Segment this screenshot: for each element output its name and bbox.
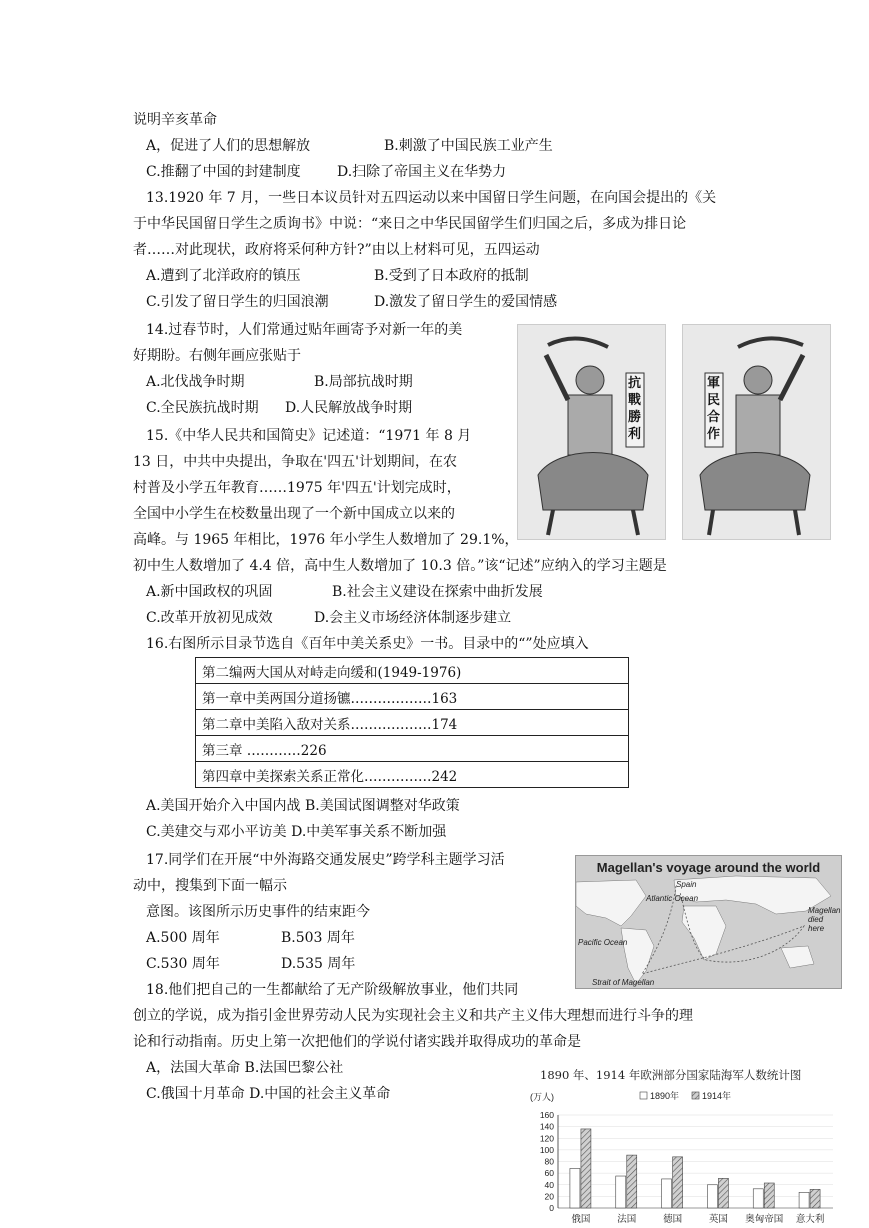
world-map-icon [576, 856, 841, 988]
option-b: B.受到了日本政府的抵制 [374, 268, 529, 284]
category-label: 奥匈帝国 [745, 1214, 784, 1225]
map-label-pacific: Pacific Ocean [578, 938, 628, 947]
question-14-stem: 好期盼。右侧年画应张贴于 [133, 348, 301, 364]
map-label-atlantic: Atlantic Ocean [646, 894, 699, 903]
options-ab: A.美国开始介入中国内战 B.美国试图调整对华政策 [146, 798, 460, 814]
toc-row: 第一章中美两国分道扬镳………………163 [196, 684, 629, 710]
option-b: B.503 周年 [281, 930, 355, 946]
option-b: B.局部抗战时期 [314, 374, 413, 390]
warrior-illustration-icon [683, 325, 830, 539]
bar-1890年 [707, 1185, 717, 1208]
bar-1914年 [718, 1178, 728, 1208]
option-a: A.500 周年 [146, 930, 220, 946]
legend-swatch [640, 1092, 647, 1099]
bar-1914年 [627, 1155, 637, 1208]
text-line: 说明辛亥革命 [133, 112, 217, 128]
question-15-stem: 15.《中华人民共和国简史》记述道：“1971 年 8 月 [146, 428, 472, 444]
question-15-stem: 村普及小学五年教育……1975 年'四五'计划完成时， [133, 480, 461, 496]
question-17-stem: 意图。该图所示历史事件的结束距今 [146, 904, 370, 920]
bar-1914年 [673, 1157, 683, 1208]
question-17-stem: 动中，搜集到下面一幅示 [133, 878, 287, 894]
option-c: C.全民族抗战时期 [146, 400, 259, 416]
poster-caption: 抗戰勝利 [628, 376, 642, 442]
question-18-stem: 18.他们把自己的一生都献给了无产阶级解放事业，他们共同 [146, 982, 519, 998]
option-a: A.新中国政权的巩固 [146, 584, 273, 600]
option-d: D.人民解放战争时期 [285, 400, 413, 416]
category-label: 俄国 [571, 1214, 591, 1225]
y-tick-label: 20 [544, 1191, 554, 1202]
legend-swatch [692, 1092, 699, 1099]
toc-row: 第二编两大国从对峙走向缓和(1949-1976) [196, 658, 629, 684]
y-axis-unit: (万人) [530, 1092, 554, 1102]
question-15-stem: 13 日，中共中央提出，争取在'四五'计划期间，在农 [133, 454, 457, 470]
bar-1914年 [581, 1129, 591, 1208]
option-c: C.改革开放初见成效 [146, 610, 273, 626]
option-a: A，促进了人们的思想解放 [146, 138, 311, 154]
option-b: B.社会主义建设在探索中曲折发展 [332, 584, 543, 600]
map-title: Magellan's voyage around the world [596, 860, 821, 875]
question-17-stem: 17.同学们在开展“中外海路交通发展史”跨学科主题学习活 [146, 852, 505, 868]
options-cd: C.美建交与邓小平访美 D.中美军事关系不断加强 [146, 824, 447, 840]
new-year-poster-right [682, 324, 831, 540]
y-tick-label: 160 [539, 1110, 554, 1120]
category-label: 英国 [708, 1214, 728, 1225]
y-tick-label: 140 [539, 1121, 554, 1132]
option-d: D.扫除了帝国主义在华势力 [337, 164, 507, 180]
question-15-stem: 高峰。与 1965 年相比，1976 年小学生人数增加了 29.1%， [133, 532, 519, 548]
y-tick-label: 120 [539, 1133, 554, 1144]
question-18-stem: 创立的学说，成为指引金世界劳动人民为实现社会主义和共产主义伟大理想而进行斗争的理 [133, 1008, 693, 1024]
question-15-stem: 全国中小学生在校数量出现了一个新中国成立以来的 [133, 506, 455, 522]
category-label: 法国 [617, 1214, 637, 1225]
question-15-stem: 初中生人数增加了 4.4 倍，高中生人数增加了 10.3 倍。”该“记述”应纳入的学习主题是 [133, 558, 667, 574]
category-label: 德国 [663, 1214, 683, 1225]
y-tick-label: 80 [544, 1156, 554, 1167]
warrior-illustration-icon [518, 325, 665, 539]
new-year-poster-left [517, 324, 666, 540]
toc-row: 第四章中美探索关系正常化……………242 [196, 762, 629, 788]
option-b: B.刺激了中国民族工业产生 [384, 138, 553, 154]
category-label: 意大利 [795, 1214, 825, 1225]
y-tick-label: 100 [539, 1144, 554, 1155]
question-18-stem: 论和行动指南。历史上第一次把他们的学说付诸实践并取得成功的革命是 [133, 1034, 581, 1050]
map-label-magellan-died: Magellan died here [808, 906, 841, 933]
question-16-stem: 16.右图所示目录节选自《百年中美关系史》一书。目录中的“”处应填入 [146, 636, 589, 652]
table-of-contents [195, 657, 629, 788]
option-c: C.推翻了中国的封建制度 [146, 164, 301, 180]
bar-1914年 [810, 1189, 820, 1208]
question-13-stem: 者……对此现状，政府将采何种方针?”由以上材料可见，五四运动 [133, 242, 540, 258]
option-d: D.激发了留日学生的爱国情感 [374, 294, 558, 310]
bar-1890年 [799, 1192, 809, 1208]
poster-caption: 軍民合作 [707, 376, 721, 442]
option-a: A.北伐战争时期 [146, 374, 245, 390]
bar-1890年 [662, 1179, 672, 1208]
y-tick-label: 0 [549, 1203, 554, 1213]
legend-label: 1890年 [650, 1091, 680, 1101]
magellan-voyage-map [575, 855, 842, 989]
bar-1890年 [616, 1176, 626, 1208]
option-a: A.遭到了北洋政府的镇压 [146, 268, 301, 284]
options-cd: C.俄国十月革命 D.中国的社会主义革命 [146, 1086, 391, 1102]
option-c: C.530 周年 [146, 956, 220, 972]
toc-row: 第三章 …………226 [196, 736, 629, 762]
map-label-strait: Strait of Magellan [592, 978, 655, 987]
y-tick-label: 60 [544, 1168, 554, 1179]
legend-label: 1914年 [702, 1091, 732, 1101]
question-13-stem: 于中华民国留日学生之质询书》中说：“来日之中华民国留学生们归国之后，多成为排日论 [133, 216, 687, 232]
question-13-stem: 13.1920 年 7 月，一些日本议员针对五四运动以来中国留日学生问题，在向国会提出的《关 [146, 190, 717, 206]
bar-1914年 [764, 1183, 774, 1208]
map-label-spain: Spain [676, 880, 697, 889]
question-14-stem: 14.过春节时，人们常通过贴年画寄予对新一年的美 [146, 322, 463, 338]
option-c: C.引发了留日学生的归国浪潮 [146, 294, 329, 310]
option-d: D.会主义市场经济体制逐步建立 [314, 610, 512, 626]
option-d: D.535 周年 [281, 956, 356, 972]
options-ab: A，法国大革命 B.法国巴黎公社 [146, 1060, 344, 1076]
bar-chart [530, 1088, 840, 1228]
bar-1890年 [570, 1168, 580, 1208]
bar-1890年 [753, 1189, 763, 1208]
toc-row: 第二章中美陷入敌对关系………………174 [196, 710, 629, 736]
y-tick-label: 40 [544, 1179, 554, 1190]
chart-title: 1890 年、1914 年欧洲部分国家陆海军人数统计图 [540, 1068, 802, 1082]
